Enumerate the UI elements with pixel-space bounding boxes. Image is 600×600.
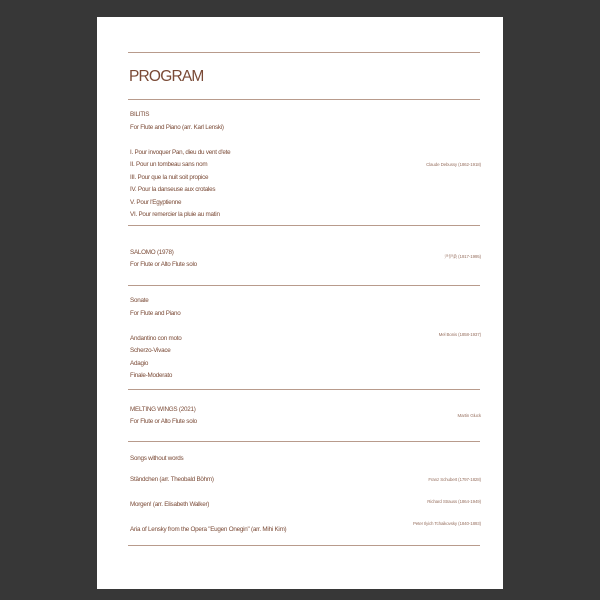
- piece-title: Morgen! (arr. Elisabeth Walker): [130, 501, 210, 508]
- movement-item: Adagio: [130, 360, 149, 367]
- movement-item: Scherzo-Vivace: [130, 347, 171, 354]
- movement-item: III. Pour que la nuit soit propice: [130, 174, 209, 181]
- movement-item: I. Pour invoquer Pan, dieu du vent d'ete: [130, 149, 231, 156]
- section-subtitle: For Flute or Alto Flute solo: [130, 418, 197, 425]
- divider: [128, 52, 480, 53]
- composer-credit: Franz Schubert (1797-1828): [428, 477, 481, 482]
- composer-credit: Claude Debussy (1862-1918): [426, 162, 481, 167]
- composer-credit: Martin Gluck: [457, 413, 481, 418]
- section-title: SALOMO (1978): [130, 249, 174, 256]
- divider: [128, 225, 480, 226]
- section-subtitle: For Flute or Alto Flute solo: [130, 261, 197, 268]
- composer-credit: 尹伊桑 (1917-1995): [443, 254, 481, 259]
- movement-item: VI. Pour remercier la pluie au matin: [130, 211, 220, 218]
- section-title: Songs without words: [130, 455, 184, 462]
- section-title: MELTING WINGS (2021): [130, 406, 196, 413]
- page-title: PROGRAM: [129, 68, 204, 85]
- section-subtitle: For Flute and Piano (arr. Karl Lenski): [130, 124, 224, 131]
- composer-credit: Richard Strauss (1864-1949): [427, 499, 481, 504]
- movement-item: Andantino con moto: [130, 335, 182, 342]
- divider: [128, 389, 480, 390]
- divider: [128, 99, 480, 100]
- divider: [128, 285, 480, 286]
- section-subtitle: For Flute and Piano: [130, 310, 181, 317]
- piece-title: Aria of Lensky from the Opera "Eugen Onegin" (arr. Mihi Kim): [130, 526, 287, 533]
- movement-item: II. Pour un tombeau sans nom: [130, 161, 208, 168]
- divider: [128, 545, 480, 546]
- section-title: Sonate: [130, 297, 149, 304]
- movement-item: Finale-Moderato: [130, 372, 173, 379]
- composer-credit: Mel Bonis (1858-1937): [438, 332, 481, 337]
- section-title: BILITIS: [130, 111, 150, 118]
- movement-item: V. Pour l'Egyptienne: [130, 199, 182, 206]
- program-page: [97, 17, 503, 589]
- divider: [128, 441, 480, 442]
- composer-credit: Peter Ilyich Tchaikovsky (1840-1893): [412, 521, 481, 526]
- piece-title: Ständchen (arr. Theobald Böhm): [130, 476, 214, 483]
- movement-item: IV. Pour la danseuse aux crotales: [130, 186, 216, 193]
